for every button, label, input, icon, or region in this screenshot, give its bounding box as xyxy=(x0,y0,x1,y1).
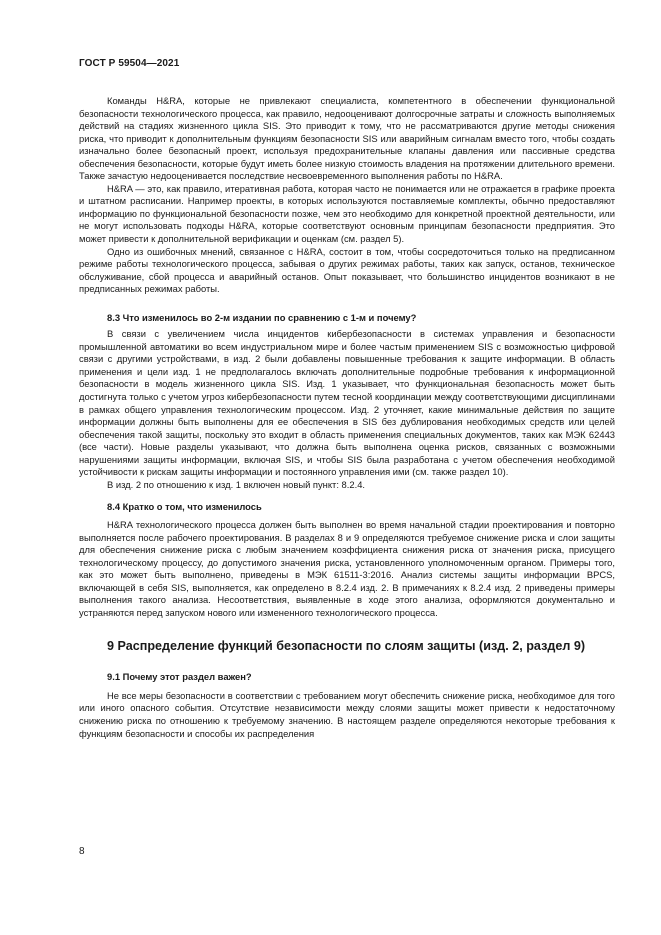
subsection-heading-9-1: 9.1 Почему этот раздел важен? xyxy=(107,671,252,683)
body-paragraph: В изд. 2 по отношению к изд. 1 включен новый пункт: 8.2.4. xyxy=(107,478,366,490)
standard-header: ГОСТ Р 59504—2021 xyxy=(79,58,180,69)
section-heading-9: 9 Распределение функций безопасности по слоям защиты (изд. 2, раздел 9) xyxy=(107,639,586,654)
body-paragraph: Не все меры безопасности в соответствии с требованием могут обеспечить снижение риска, необходимое для того или иного опасного события. Отсутствие независимости между слоями защиты может привести к недостаточному снижению риска по отношению к требуемому значению. В настоящем разделе определяются некоторые требования к функциям безопасности и способы их распределения xyxy=(79,689,615,739)
body-paragraph: В связи с увеличением числа инцидентов кибербезопасности в системах управления и безопасности промышленной автоматики во всем индустриальном мире и более частым применением SIS с возможностью цифровой связи с другими устройствами, в изд. 2 были добавлены повышенные требования к защите информации. В область применения и цели изд. 1 не предполагалось включать дополнительные подробные требования к информационной безопасности в модель жизненного цикла SIS. Изд. 1 указывает, что функциональная безопасность может быть достигнута только с учетом угроз кибербезопасности путем тесной координации между соответствующими дисциплинами в рамках общего управления технологическим процессом. Изд. 2 уточняет, какие минимальные действия по защите информации должны быть выполнены для ее обеспечения в SIS без дублирования необходимых средств или целей обеспечения такой защиты, поскольку это входит в область применения специальных документов, таких как МЭК 62443 (все части). Новые разделы указывают, что должна быть выполнена оценка рисков, связанных с возможными нарушениями защиты информации, включая SIS, и чтобы SIS была разработана с учетом обеспечения необходимой устойчивости к рискам защиты информации и постоянного управления ими (см. также раздел 10). xyxy=(79,328,615,478)
document-body xyxy=(79,95,615,740)
body-paragraph: H&RA технологического процесса должен быть выполнен во время начальной стадии проектирования и повторно выполняется после рабочего проектирования. В разделах 8 и 9 определяются требуемое снижение риска и слои защиты для обеспечения снижение риска с любым значением коэффициента снижения риска от значения риска, присущего технологическому процессу, до допустимого значения риска, установленного уполномоченным органом. Примеры того, как это может быть выполнено, приведены в МЭК 61511-3:2016. Анализ системы защиты информации BPCS, включающей в себя SIS, выполняется, как определено в 8.2.4 изд. 2. В примечаниях к 8.2.4 изд. 2 приведены примеры выполнения такого анализа. Несоответствия, выявленные в ходе этого анализа, оформляются документально и устраняются перед запуском нового или измененного технологического процесса. xyxy=(79,518,615,618)
subsection-heading-8-4: 8.4 Кратко о том, что изменилось xyxy=(107,501,262,513)
page-number: 8 xyxy=(79,846,85,857)
body-paragraph: Одно из ошибочных мнений, связанное с H&RA, состоит в том, чтобы сосредоточиться только на предписанном режиме работы технологического процесса, забывая о других режимах работы, таких как запуск, останов, техническое обслуживание, сбой процесса и аварийный останов. Опыт показывает, что большинство инцидентов возникают в не предписанных режимах работы. xyxy=(79,245,615,295)
body-paragraph: H&RA — это, как правило, итеративная работа, которая часто не понимается или не отражается в графике проекта и штатном расписании. Например проекты, в которых используются поставляемые комплекты, обычно предоставляют информацию по функциональной безопасности позже, чем это необходимо для конкретной проектной деятельности, или не могут использовать подходы H&RA, которые соответствуют основным принципам безопасности предприятия. Это может привести к дополнительной верификации и оценкам (см. раздел 5). xyxy=(79,182,615,245)
subsection-heading-8-3: 8.3 Что изменилось во 2-м издании по сравнению с 1-м и почему? xyxy=(107,311,417,323)
body-paragraph: Команды H&RA, которые не привлекают специалиста, компетентного в обеспечении функциональной безопасности технологического процесса, как правило, недооценивают долгосрочные затраты и сложность выполняемых действий на стадиях жизненного цикла SIS. Это приводит к тому, что не рассматриваются другие методы снижения риска, что приводит к дополнительным функциям безопасности SIS или аварийным сигналам вместо того, чтобы создать изначально более безопасный проект, используя предохранительные клапаны давления или пассивные средства обеспечения безопасности, которые будут иметь более низкую стоимость владения на протяжении длительного времени. Также зачастую недооценивается последствие несвоевременного выполнения работы по H&RA. xyxy=(79,95,615,182)
